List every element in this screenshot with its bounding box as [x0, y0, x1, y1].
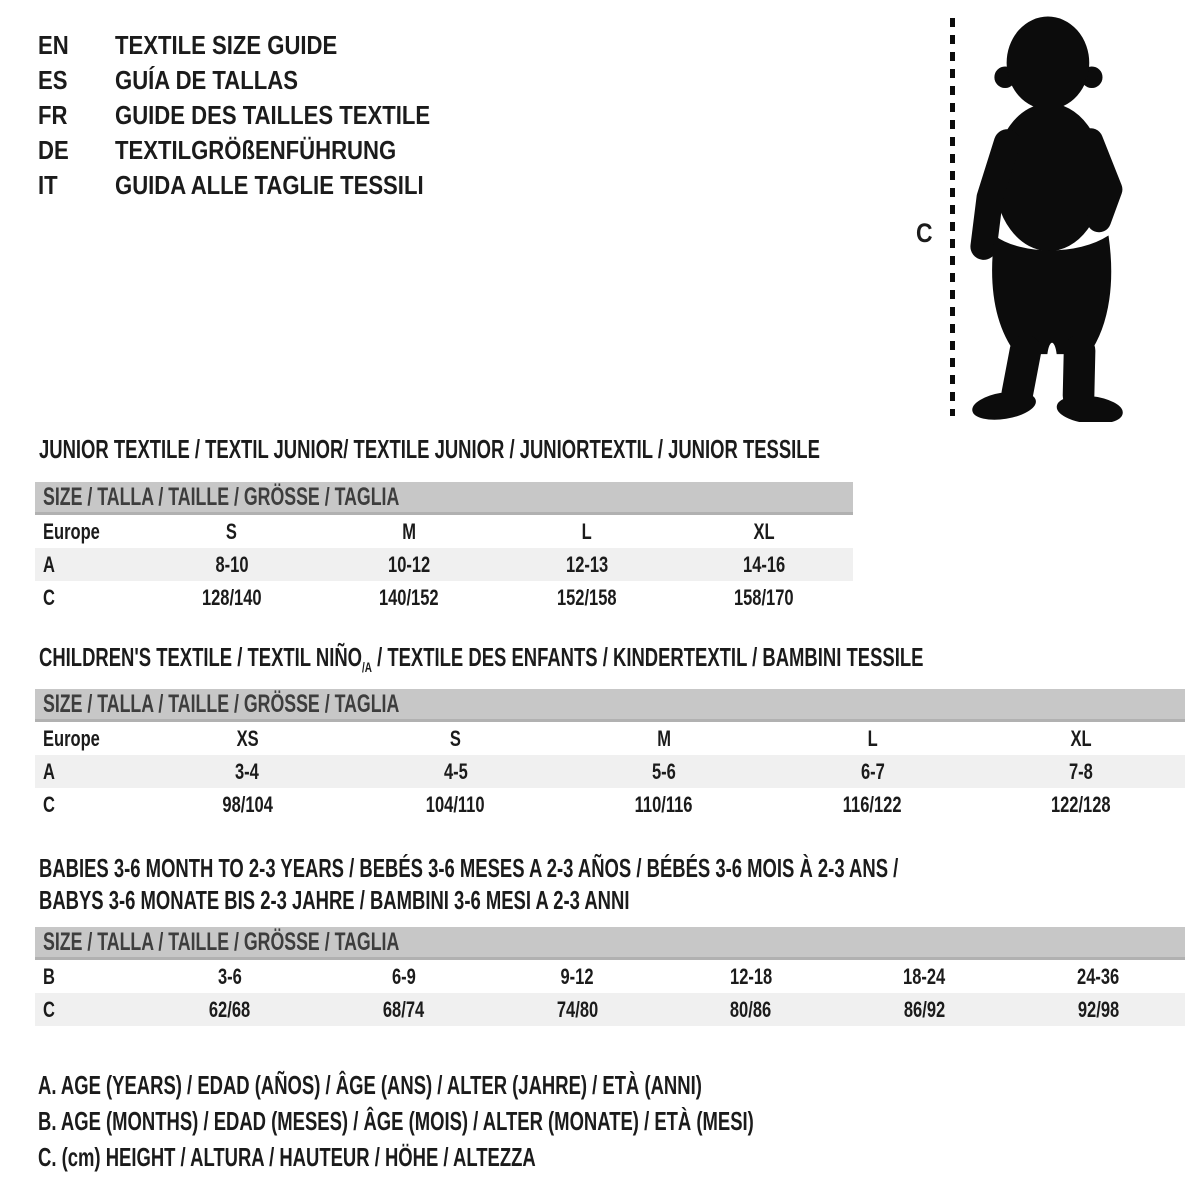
title-text — [39, 852, 898, 884]
junior-size-table — [35, 482, 853, 614]
size-cell-text: L — [867, 725, 878, 751]
size-cell — [143, 759, 351, 785]
size-cell-text: 5-6 — [652, 758, 676, 784]
title-segment: BABIES 3-6 MONTH TO 2-3 YEARS / BEBÉS 3-6 MESES A 2-3 AÑOS / BÉBÉS 3-6 MOIS À 2-3 ANS / — [39, 853, 899, 883]
section-babies-textile — [35, 852, 1185, 1026]
torso — [995, 104, 1103, 251]
babies-section-title — [39, 852, 1185, 916]
row-label-text: Europe — [43, 725, 100, 751]
language-title-text: TEXTILGRÖßENFÜHRUNG — [115, 135, 397, 165]
size-header-bar — [35, 482, 853, 515]
size-cell — [321, 519, 499, 545]
size-cell — [490, 997, 664, 1023]
size-cell-text: 158/170 — [734, 584, 795, 610]
legend-line-b — [38, 1103, 1046, 1139]
section-junior-textile — [35, 433, 853, 614]
language-title-text: GUIDA ALLE TAGLIE TESSILI — [115, 170, 424, 200]
row-label — [35, 519, 143, 545]
size-cell — [676, 552, 854, 578]
size-cell-text: 74/80 — [556, 996, 598, 1022]
size-cell-text: 62/68 — [209, 996, 251, 1022]
arm-left — [984, 143, 1007, 247]
legend-line-c — [38, 1139, 1046, 1175]
size-cell-text: 3-4 — [235, 758, 260, 784]
row-label — [35, 792, 143, 818]
size-cell — [768, 759, 976, 785]
babies-title-line-1 — [39, 852, 1185, 884]
language-title — [115, 100, 486, 131]
row-label-text: B — [43, 963, 55, 989]
size-cell-text: 104/110 — [426, 791, 485, 817]
children-title-line-1 — [39, 641, 1185, 673]
language-title — [115, 30, 376, 61]
legend — [38, 1067, 1046, 1175]
language-code-text: DE — [38, 135, 69, 165]
size-cell-text: M — [657, 725, 671, 751]
section-childrens-textile — [35, 641, 1185, 821]
size-cell — [143, 997, 317, 1023]
legend-line-a — [38, 1067, 1046, 1103]
size-cell — [977, 759, 1185, 785]
head — [1007, 17, 1089, 109]
language-code-text: IT — [38, 170, 58, 200]
size-cell — [498, 585, 676, 611]
size-cell-text: XL — [753, 518, 775, 544]
size-cell-text: 122/128 — [1051, 791, 1111, 817]
babies-row-b — [35, 960, 1185, 993]
size-cell — [768, 726, 976, 752]
language-title-text: GUIDE DES TAILLES TEXTILE — [115, 100, 431, 130]
size-cell — [664, 964, 838, 990]
language-title-text: GUÍA DE TALLAS — [115, 65, 298, 95]
size-cell — [143, 726, 351, 752]
junior-row-a — [35, 548, 853, 581]
arm-right — [1091, 140, 1110, 220]
language-title — [115, 65, 330, 96]
size-cell-text: M — [402, 518, 417, 544]
row-label — [35, 552, 143, 578]
size-header-label: SIZE / TALLA / TAILLE / GRÖSSE / TAGLIA — [43, 689, 400, 718]
children-row-c — [35, 788, 1185, 821]
language-row-it — [38, 168, 486, 203]
shorts — [993, 236, 1111, 353]
junior-row-europe — [35, 515, 853, 548]
size-cell — [317, 997, 491, 1023]
size-cell — [498, 552, 676, 578]
row-label — [35, 759, 143, 785]
size-cell-text: 7-8 — [1068, 758, 1093, 784]
language-title — [115, 135, 446, 166]
measure-label-c — [916, 220, 936, 247]
language-row-es — [38, 63, 486, 98]
size-header-label: SIZE / TALLA / TAILLE / GRÖSSE / TAGLIA — [43, 927, 400, 956]
row-label-text: C — [43, 584, 55, 610]
size-cell — [143, 964, 317, 990]
size-cell-text: 6-9 — [391, 963, 416, 989]
size-cell — [351, 759, 559, 785]
size-cell — [143, 519, 321, 545]
language-row-en — [38, 28, 486, 63]
language-code — [38, 135, 115, 166]
size-cell — [838, 964, 1012, 990]
size-cell-text: 68/74 — [382, 996, 425, 1022]
leg-left — [1017, 351, 1025, 394]
size-cell-text: 24-36 — [1077, 963, 1120, 989]
size-cell — [351, 792, 559, 818]
babies-size-table — [35, 927, 1185, 1026]
size-cell-text: 110/116 — [635, 791, 693, 817]
babies-row-c — [35, 993, 1185, 1026]
title-segment: BABYS 3-6 MONATE BIS 2-3 JAHRE / BAMBINI 3-6 MESI A 2-3 ANNI — [39, 885, 630, 915]
size-cell — [977, 726, 1185, 752]
size-cell-text: 152/158 — [556, 584, 617, 610]
size-header-bar — [35, 689, 1185, 722]
legend-text: A. AGE (YEARS) / EDAD (AÑOS) / ÂGE (ANS) / ALTER (JAHRE) / ETÀ (ANNI) — [38, 1070, 702, 1100]
size-cell-text: 116/122 — [843, 791, 902, 817]
children-size-table — [35, 689, 1185, 821]
size-cell-text: S — [450, 725, 462, 751]
children-row-a — [35, 755, 1185, 788]
size-header-bar — [35, 927, 1185, 960]
title-text — [39, 433, 820, 465]
title-text — [39, 884, 629, 916]
size-cell-text: 18-24 — [903, 963, 946, 989]
size-cell-text: XL — [1070, 725, 1092, 751]
title-segment: JUNIOR TEXTILE / TEXTIL JUNIOR/ TEXTILE JUNIOR / JUNIORTEXTIL / JUNIOR TESSILE — [39, 434, 820, 464]
size-cell-text: 3-6 — [217, 963, 242, 989]
size-cell — [676, 585, 854, 611]
size-cell — [768, 792, 976, 818]
legend-text: C. (cm) HEIGHT / ALTURA / HAUTEUR / HÖHE / ALTEZZA — [38, 1142, 536, 1172]
size-cell-text: 8-10 — [215, 551, 249, 577]
size-cell — [143, 585, 321, 611]
language-title — [115, 170, 478, 201]
row-label — [35, 997, 143, 1023]
children-row-europe — [35, 722, 1185, 755]
size-cell — [498, 519, 676, 545]
size-cell-text: 9-12 — [560, 963, 594, 989]
size-cell-text: 14-16 — [743, 551, 786, 577]
junior-section-title — [39, 433, 853, 465]
size-cell — [490, 964, 664, 990]
size-cell — [560, 792, 768, 818]
language-code — [38, 30, 115, 61]
size-cell — [1011, 997, 1185, 1023]
size-cell-text: 6-7 — [860, 758, 885, 784]
size-cell-text: XS — [236, 725, 259, 751]
row-label — [35, 585, 143, 611]
row-label-text: C — [43, 996, 55, 1022]
size-cell-text: 140/152 — [379, 584, 440, 610]
size-cell — [351, 726, 559, 752]
row-label-text: A — [43, 551, 55, 577]
size-cell-text: 86/92 — [903, 996, 946, 1022]
row-label-text: Europe — [43, 518, 100, 544]
title-text — [39, 641, 923, 683]
title-segment: CHILDREN'S TEXTILE / TEXTIL NIÑO — [39, 642, 363, 672]
language-title-text: TEXTILE SIZE GUIDE — [115, 30, 338, 60]
children-section-title — [39, 641, 1185, 673]
size-cell-text: 4-5 — [443, 758, 468, 784]
row-label — [35, 964, 143, 990]
title-segment: /A — [362, 659, 372, 675]
size-cell — [321, 585, 499, 611]
size-cell-text: 12-18 — [729, 963, 772, 989]
title-segment: / TEXTILE DES ENFANTS / KINDERTEXTIL / BAMBINI TESSILE — [371, 642, 924, 672]
size-cell — [676, 519, 854, 545]
size-cell — [977, 792, 1185, 818]
size-cell — [560, 726, 768, 752]
legend-text: B. AGE (MONTHS) / EDAD (MESES) / ÂGE (MOIS) / ALTER (MONATE) / ETÀ (MESI) — [38, 1106, 754, 1136]
language-code-text: EN — [38, 30, 69, 60]
size-cell-text: 98/104 — [221, 791, 273, 817]
size-cell — [664, 997, 838, 1023]
language-code — [38, 170, 115, 201]
language-code-text: ES — [38, 65, 68, 95]
language-code — [38, 100, 115, 131]
size-cell — [143, 792, 351, 818]
size-cell-text: L — [581, 518, 592, 544]
size-cell — [560, 759, 768, 785]
size-cell — [838, 997, 1012, 1023]
size-cell-text: 12-13 — [565, 551, 608, 577]
language-row-de — [38, 133, 486, 168]
toddler-silhouette-icon — [958, 14, 1144, 422]
row-label-text: C — [43, 791, 55, 817]
measure-label-text: C — [916, 218, 933, 248]
leg-right — [1079, 351, 1080, 396]
language-code — [38, 65, 115, 96]
size-cell — [317, 964, 491, 990]
babies-title-line-2 — [39, 884, 1185, 916]
language-code-text: FR — [38, 100, 68, 130]
junior-row-c — [35, 581, 853, 614]
row-label-text: A — [43, 758, 55, 784]
language-title-list — [38, 28, 486, 203]
language-row-fr — [38, 98, 486, 133]
size-cell-text: S — [226, 518, 238, 544]
height-measure-line — [950, 18, 955, 416]
size-cell-text: 10-12 — [388, 551, 431, 577]
junior-title-line-1 — [39, 433, 853, 465]
size-cell — [321, 552, 499, 578]
size-cell-text: 128/140 — [201, 584, 262, 610]
row-label — [35, 726, 143, 752]
size-header-label: SIZE / TALLA / TAILLE / GRÖSSE / TAGLIA — [43, 482, 400, 511]
size-cell-text: 80/86 — [730, 996, 772, 1022]
size-cell — [143, 552, 321, 578]
size-cell-text: 92/98 — [1077, 996, 1119, 1022]
size-cell — [1011, 964, 1185, 990]
